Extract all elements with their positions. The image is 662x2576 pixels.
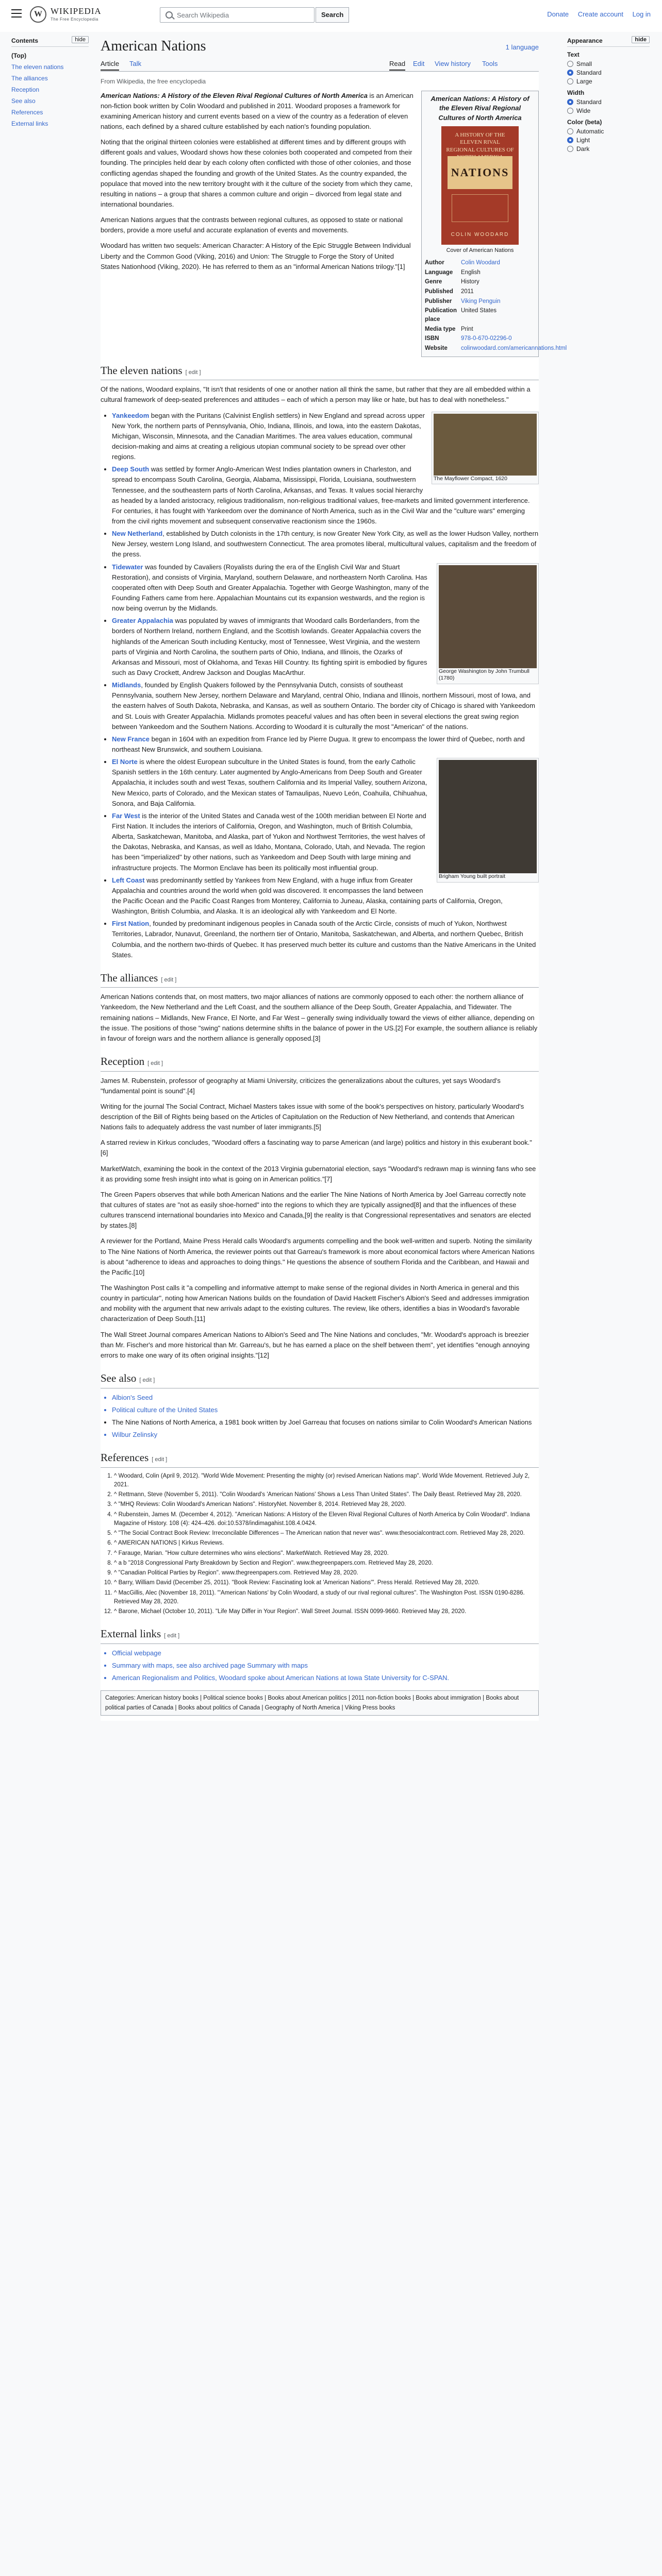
log-in-link[interactable]: Log in <box>632 10 651 18</box>
nation-name[interactable]: Greater Appalachia <box>112 617 173 625</box>
color-light[interactable] <box>567 137 650 144</box>
heading-text: The eleven nations <box>101 364 183 377</box>
nation-name[interactable]: New France <box>112 735 150 743</box>
nations-intro: Of the nations, Woodard explains, "It isn't that residents of one or another nation all think the same, but rather that they are all embedded within a cultural framework of deep-seated preferences and attitudes – each of which a person may like or hate, but has to deal with nonetheless." <box>101 385 531 404</box>
infobox-key: Publication place <box>425 308 457 323</box>
infobox-row <box>425 334 535 344</box>
article-body <box>101 72 567 1721</box>
infobox-key: Publisher <box>425 298 452 304</box>
categories-box[interactable]: Categories: American history books | Political science books | Books about American politics | 2011 non-fiction books | Books about immigration | Books about political parties of Canada | Books about politics of Canada | Geography of North America | Viking Press books <box>101 1690 539 1716</box>
nation-text: began with the Puritans (Calvinist English settlers) in New England and spread across upper New York, the northern parts of Pennsylvania, Ohio, Indiana, Illinois, and Iowa, into the eastern Dakotas, Michigan, Wisconsin, Minnesota, and the Canadian Maritimes. The area values education, communal decision-making and aims at creating a religious utopian communal society to be spread over other regions. <box>112 411 425 461</box>
appearance-header <box>567 37 650 47</box>
edit-section-link[interactable]: [ edit ] <box>152 1456 168 1463</box>
reference-item: 6. ^ AMERICAN NATIONS | Kirkus Reviews. <box>114 1539 539 1548</box>
nation-text: is where the oldest European subculture in the United States is found, from the early Catholic Spanish settlers in the 16th century. Later augmented by Anglo-Americans from Deep South and Greater Appalachia, it includes south and west Texas, southern California and its Imperial Valley, southern Arizona, New Mexico, parts of Colorado, and the Mexican states of Tamaulipas, Nuevo León, Coahuila, Chihuahua, Sonora, and Baja California. <box>112 758 427 807</box>
list-item <box>112 529 539 560</box>
nations-list <box>101 411 539 960</box>
alliances-paragraph: American Nations contends that, on most matters, two major alliances of nations are commonly opposed to each other: the northern alliance of Yankeedom, the New Netherland and the Left Coast, and the southern alliance of the Deep South, Greater Appalachia, and Tidewater. The remaining nations – Midlands, New France, El Norte, and Far West – generally swing individually toward the views of either alliance, depending on the issue. The positions of those "swing" nations determine shifts in the balance of power in the US.[2] For example, the southern alliance is reliably in favour of foreign wars and the northern alliance is generally opposed.[3] <box>101 993 538 1042</box>
width-standard[interactable] <box>567 98 650 106</box>
radio-label: Standard <box>576 69 602 76</box>
infobox-value[interactable]: Colin Woodard <box>461 260 500 266</box>
toc-item-alliances[interactable]: The alliances <box>11 75 48 82</box>
cover-map-art <box>452 194 508 222</box>
reference-item: 1. ^ Woodard, Colin (April 9, 2012). "World Wide Movement: Presenting the mighty (or) revised American Nations map". World Wide Movement. Retrieved July 2, 2021. <box>114 1472 539 1490</box>
radio-label: Wide <box>576 107 591 114</box>
mayflower-image[interactable] <box>434 414 537 476</box>
page-title: American Nations <box>101 38 206 54</box>
table-of-contents <box>11 37 89 129</box>
toc-item-external-links[interactable]: External links <box>11 120 48 127</box>
infobox-row <box>425 297 535 307</box>
appearance-hide-button[interactable]: hide <box>632 36 650 43</box>
section-heading-eleven-nations <box>101 362 539 381</box>
radio-label: Dark <box>576 145 590 152</box>
radio-label: Automatic <box>576 128 604 135</box>
nation-name[interactable]: El Norte <box>112 758 138 766</box>
nation-text: is the interior of the United States and Canada west of the 100th meridian between El Norte and First Nation. It includes the interiors of California, Oregon, and Washington, much of British Columbia, Alberta, Saskatchewan, Manitoba, and Alaska, part of Yukon and Northwest Territories, the west halves of the Dakotas, Nebraska, and Kansas, as well as Idaho, Montana, Colorado, Utah, and Nevada. The region has been "imperialized" by other nations, such as Yankeedom and Deep South with large mining and infrastructure projects. The Mormon Enclave has been its politically most influential group. <box>112 811 426 872</box>
nation-text: was founded by Cavaliers (Royalists during the era of the English Civil War and Stuart Restoration), and consists of Virginia, Maryland, southern Delaware, and northeastern North Carolina. Has cooperated often with Deep South and Greater Appalachia. Together with George Washington, many of the Founding Fathers came from here. Appalachian Mountains cut its expansion westwards, and the region is now being overrun by the Midlands. <box>112 563 429 613</box>
color-automatic[interactable] <box>567 128 650 135</box>
toc-item-reception[interactable]: Reception <box>11 86 40 93</box>
page-tabs <box>101 57 539 72</box>
search-button[interactable]: Search <box>316 7 349 23</box>
nation-text: , established by Dutch colonists in the 17th century, is now Greater New York City, as well as the lower Hudson Valley, northern New Jersey, western Long Island, and southwestern Connecticut. The area promotes liberal, multicultural values, capitalism and the freedom of the press. <box>112 530 539 558</box>
search-icon <box>166 11 173 19</box>
thumbnail-caption: The Mayflower Compact, 1620 <box>434 475 507 482</box>
main-content <box>101 32 567 1721</box>
tab-read[interactable]: Read <box>389 60 405 71</box>
reception-paragraph: Writing for the journal The Social Contract, Michael Masters takes issue with some of the book's perspectives on history, particularly Woodard's description of the Bill of Rights being based on the Articles of Capitulation on the Reduction of New Netherland, and contends that American Nations fails to adequately address the vast number of later immigrants.[5] <box>101 1102 524 1131</box>
list-item[interactable]: • Summary with maps, see also archived page Summary with maps <box>112 1660 539 1671</box>
external-links-list <box>101 1648 539 1683</box>
width-label: Width <box>567 89 585 96</box>
reference-item: 9. ^ "Canadian Political Parties by Region". www.thegreenpapers.com. Retrieved May 28, 2020. <box>114 1569 539 1578</box>
tab-view-history[interactable]: View history <box>435 60 471 67</box>
heading-text: External links <box>101 1628 161 1640</box>
intro-paragraph: Woodard has written two sequels: American Character: A History of the Epic Struggle Between Individual Liberty and the Common Good (Viking, 2016) and Union: The Struggle to Forge the Story of United States Nationhood (Viking, 2020). He has referred to them as an "informal American Nations trilogy."[1] <box>101 242 411 270</box>
section-heading-references <box>101 1449 539 1468</box>
toc-heading: Contents <box>11 37 38 44</box>
reception-paragraph: The Washington Post calls it "a compelling and informative attempt to make sense of the regional divides in North America in general and this country in particular", noting how American Nations builds on the foundation of David Hackett Fischer's Albion's Seed and addresses immigration and mobility with the argument that new arrivals adapt to the existing cultures. The review, like others, identifies a bias in Woodard's favorable characterization of Deep South.[11] <box>101 1283 529 1323</box>
infobox-row <box>425 325 535 334</box>
heading-text: Reception <box>101 1055 145 1068</box>
wikipedia-tagline: The Free Encyclopedia <box>51 17 98 22</box>
infobox-row <box>425 268 535 278</box>
reference-item: 2. ^ Rettmann, Steve (November 5, 2011). "Colin Woodard's 'American Nations' Shows a Less Than United States". The Daily Beast. Retrieved May 28, 2020. <box>114 1490 539 1499</box>
tab-tools[interactable]: Tools <box>482 60 498 67</box>
tab-edit[interactable]: Edit <box>413 60 425 67</box>
reference-item: 4. ^ Rubenstein, James M. (December 4, 2012). "American Nations: A History of the Eleven Rival Regional Cultures of North America by Colin Woodard". Indiana Magazine of History. 108 (4): 424–426. doi:10.5378/indimagahist.108.4.0424. <box>114 1511 539 1529</box>
reception-paragraph: A starred review in Kirkus concludes, "Woodard offers a fascinating way to parse American (and large) politics and history in this exuberant book."[6] <box>101 1139 532 1157</box>
text-size-small[interactable] <box>567 60 650 67</box>
brigham-young-thumbnail[interactable] <box>437 758 539 883</box>
toc-hide-button[interactable]: hide <box>72 36 89 43</box>
nation-text: was populated by waves of immigrants that Woodard calls Borderlanders, from the borders of Northern Ireland, northern England, and the Scottish lowlands. Greater Appalachia covers the highlands of the American South including Kentucky, most of Tennessee, West Virginia, and the western parts of Virginia and North Carolina, the southern parts of Ohio, Indiana, and Illinois, the Ozarks of Arkansas and Missouri, most of Oklahoma, and Texas Hill Country. Its fighting spirit is embodied by figures such as Davy Crockett, Andrew Jackson and Douglas MacArthur. <box>112 617 427 676</box>
wikipedia-wordmark[interactable]: WIKIPEDIA <box>51 6 102 16</box>
list-item[interactable]: • American Regionalism and Politics, Woodard spoke about American Nations at Iowa State University for C-SPAN. <box>112 1673 539 1683</box>
heading-text: See also <box>101 1371 137 1384</box>
reference-item: 7. ^ Farauge, Marian. "How culture determines who wins elections". MarketWatch. Retrieved May 28, 2020. <box>114 1549 539 1558</box>
infobox-title: American Nations: A History of the Eleven Rival Regional Cultures of North America <box>431 94 529 122</box>
intro-text: is an American non-fiction book written by Colin Woodard and published in 2011. Woodard proposes a framework for examining American history and current events based on a view of the country as a federation of eleven nations, each defined by a shared culture established by each nation's founding population. <box>101 91 413 131</box>
infobox-key: Language <box>425 269 453 276</box>
appearance-panel <box>567 37 650 154</box>
heading-text: The alliances <box>101 971 158 984</box>
list-item[interactable]: • Wilbur Zelinsky <box>112 1430 539 1440</box>
search-input[interactable] <box>160 7 315 23</box>
nation-name[interactable]: Deep South <box>112 465 150 473</box>
reference-item: 3. ^ "MHQ Reviews: Colin Woodard's American Nations". HistoryNet. November 8, 2014. Retrieved May 28, 2020. <box>114 1500 539 1509</box>
toc-item-eleven-nations[interactable]: The eleven nations <box>11 63 64 71</box>
section-heading-see-also <box>101 1370 539 1388</box>
tab-talk[interactable]: Talk <box>129 60 142 67</box>
nation-name[interactable]: New Netherland <box>112 530 163 538</box>
infobox-key: Published <box>425 289 453 295</box>
edit-section-link[interactable]: [ edit ] <box>139 1377 155 1383</box>
toc-item-see-also[interactable]: See also <box>11 97 36 105</box>
infobox-value: Print <box>461 326 473 332</box>
edit-section-link[interactable]: [ edit ] <box>161 976 177 983</box>
list-item <box>112 680 539 732</box>
nation-text: began in 1604 with an expedition from France led by Pierre Dugua. It grew to encompass the lower third of Quebec, north and northeast New Brunswick, and southern Louisiana. <box>112 735 525 753</box>
edit-section-link[interactable]: [ edit ] <box>185 369 201 376</box>
list-item <box>112 734 539 755</box>
reference-item: 5. ^ "The Social Contract Book Review: Irreconcilable Differences – The American nation that never was". www.thesocialcontract.com. Retrieved May 28, 2020. <box>114 1529 539 1538</box>
section-heading-external-links <box>101 1625 539 1644</box>
infobox-row <box>425 277 535 287</box>
list-item <box>112 919 539 960</box>
infobox-row <box>425 306 535 324</box>
radio-label: Large <box>576 78 592 85</box>
intro-paragraph: American Nations argues that the contrasts between regional cultures, as opposed to state or national borders, provide a more useful and accurate explanation of events and movements. <box>101 216 403 234</box>
brigham-young-image[interactable] <box>439 760 537 873</box>
nation-text: was predominantly settled by Yankees from New England, with a huge influx from Greater Appalachia and countries around the world when gold was discovered. It encompasses the land between the Pacific Ocean and the Pacific Coast Ranges from Monterey, California to Juneau, Alaska, containing parts of California, Oregon, Washington, British Columbia, and Alaska. It is an ideological ally with Yankeedom and El Norte. <box>112 876 503 916</box>
infobox-value: 2011 <box>461 289 474 295</box>
nation-name[interactable]: Tidewater <box>112 563 143 571</box>
reference-item: 11. ^ MacGillis, Alec (November 18, 2011). "'American Nations' by Colin Woodard, a study of our rival regional cultures". The Washington Post. ISSN 0190-8286. Retrieved May 28, 2020. <box>114 1589 539 1607</box>
reference-item: 8. ^ a b "2018 Congressional Party Breakdown by Section and Region". www.thegreenpapers.com. Retrieved May 28, 2020. <box>114 1559 539 1568</box>
reception-paragraph: The Wall Street Journal compares American Nations to Albion's Seed and The Nine Nations and concludes, "Mr. Woodard's approach is breezier than Mr. Fischer's and more historical than Mr. Garreau's, but he has earned a place on the shelf between them", yet identifies "enough annoying errors to make one wary of its often original insights."[12] <box>101 1330 530 1359</box>
list-item[interactable]: • Official webpage <box>112 1648 539 1658</box>
intro-paragraph: Noting that the original thirteen colonies were established at different times and by different groups with different goals and values, Woodard shows how these colonies both cooperated and competed from their founding. The principles held dear by each colony often conflicted with those of other colonies, and those conflicting agendas shaped the founding and growth of the United States. As the country expanded, the populace that moved into the new territory brought with it the culture of the society from which they came, resulting in nations – a group that shares a common culture and origin – divorced from legal state and international boundaries. <box>101 138 412 208</box>
nation-name[interactable]: First Nation <box>112 920 150 928</box>
nation-text: , founded by predominant indigenous peoples in Canada south of the Arctic Circle, consists of much of Yukon, Northwest Territories, Labrador, Nunavut, Greenland, the northern tier of Ontario, Manitoba, Saskatchewan, and Alberta, and northern Quebec, British Columbia, and the northern two-thirds of Quebec. It has preserved much better its culture and customs than the Native Americans in the United States. <box>112 920 536 959</box>
toc-item-references[interactable]: References <box>11 109 43 116</box>
reception-paragraph: The Green Papers observes that while both American Nations and the earlier The Nine Nations of North America by Joel Garreau correctly note that cultures of states are "not as easily shoe-horned" into the regions to which they are typically assigned[8] and that the influences of these cultures transcend international boundaries into Mexico and Canada,[9] the reality is that Congressional representatives and senators are elected by states.[8] <box>101 1190 531 1230</box>
nation-name[interactable]: Far West <box>112 811 140 820</box>
create-account-link[interactable]: Create account <box>577 10 623 18</box>
user-links <box>540 10 651 18</box>
edit-section-link[interactable]: [ edit ] <box>147 1060 163 1067</box>
reception-paragraph: James M. Rubenstein, professor of geography at Miami University, criticizes the generalizations about the cultures, yet says Woodard's "fundamental point is sound".[4] <box>101 1076 501 1095</box>
infobox-value[interactable]: 978-0-670-02296-0 <box>461 335 512 342</box>
list-item[interactable]: • Albion's Seed <box>112 1393 539 1403</box>
infobox <box>421 91 567 357</box>
infobox-row <box>425 287 535 297</box>
tab-article[interactable]: Article <box>101 60 119 71</box>
infobox-value: History <box>461 279 479 285</box>
radio-label: Standard <box>576 98 602 106</box>
references-list <box>101 1472 539 1617</box>
infobox-key: Website <box>425 345 448 352</box>
radio-label: Small <box>576 60 592 67</box>
infobox-row <box>425 344 567 353</box>
thumbnail-caption: • Brigham Young built portrait <box>439 873 505 880</box>
nation-name[interactable]: Left Coast <box>112 876 145 884</box>
heading-text: References <box>101 1451 149 1464</box>
color-dark[interactable] <box>567 145 650 152</box>
language-button[interactable]: 1 language <box>505 43 539 51</box>
washington-thumbnail[interactable] <box>437 563 539 684</box>
reference-item: 10. ^ Barry, William David (December 25, 2011). "Book Review: Fascinating look at 'American Nations'". Press Herald. Retrieved May 28, 2020. <box>114 1579 539 1587</box>
cover-top-text: A HISTORY OF THE ELEVEN RIVAL REGIONAL CULTURES OF <box>446 132 514 153</box>
nation-name[interactable]: Yankeedom <box>112 411 150 419</box>
wikipedia-logo[interactable]: W <box>30 6 46 23</box>
mayflower-thumbnail[interactable] <box>432 412 539 485</box>
infobox-key: Genre <box>425 279 442 285</box>
edit-section-link[interactable]: [ edit ] <box>164 1633 180 1639</box>
color-label: Color (beta) <box>567 118 602 126</box>
section-heading-reception <box>101 1053 539 1072</box>
intro-book-title: American Nations: A History of the Eleven Rival Regional Cultures of North America <box>101 91 368 99</box>
list-item[interactable]: • Political culture of the United States <box>112 1405 539 1415</box>
infobox-value: English <box>461 269 481 276</box>
infobox-row <box>425 258 535 268</box>
toc-header <box>11 37 89 47</box>
cover-author-text: COLIN WOODARD <box>451 231 509 238</box>
tagline: From Wikipedia, the free encyclopedia <box>101 78 206 85</box>
toc-item-top[interactable]: (Top) <box>11 52 27 59</box>
nation-text: was settled by former Anglo-American West Indies plantation owners in Charleston, and spread to encompass South Carolina, Georgia, Alabama, Mississippi, Florida, Louisiana, southwestern Tennessee, and the southeastern parts of North Carolina, Arkansas, and Texas. It values social hierarchy as headed by a landed aristocracy, religious traditionalism, non-religious traditional values, free-markets and limited government interference. For centuries, it has fought with Yankeedom over the dominance of North America, such as in the Civil War and the "culture wars" emerging from the civil rights movement and subsequent conservative reactionism since the 1960s. <box>112 465 530 526</box>
reference-item: 12. ^ Barone, Michael (October 10, 2011). "Life May Differ in Your Region". Wall Street Journal. ISSN 0099-9660. Retrieved May 28, 2020. <box>114 1607 539 1616</box>
infobox-key: Author <box>425 260 444 266</box>
infobox-value[interactable]: colinwoodard.com/americannations.html <box>461 345 567 352</box>
washington-image[interactable] <box>439 565 537 668</box>
appearance-heading: Appearance <box>567 37 603 44</box>
nation-name[interactable]: Midlands <box>112 681 141 689</box>
infobox-value[interactable]: Viking Penguin <box>461 298 501 304</box>
book-cover-image[interactable] <box>441 126 519 245</box>
infobox-value: United States <box>461 308 497 314</box>
text-size-label: Text <box>567 51 580 58</box>
text-size-large[interactable] <box>567 78 650 85</box>
infobox-key: ISBN <box>425 335 439 342</box>
infobox-key: Media type <box>425 326 456 332</box>
width-wide[interactable] <box>567 107 650 114</box>
thumbnail-caption: • George Washington by John Trumbull (1780) <box>439 668 529 682</box>
search-placeholder: Search Wikipedia <box>177 11 229 19</box>
site-header <box>0 0 662 32</box>
radio-label: Light <box>576 137 590 144</box>
cover-title-band: NATIONS <box>448 156 512 189</box>
donate-link[interactable]: Donate <box>547 10 569 18</box>
main-menu-icon[interactable] <box>11 9 22 18</box>
infobox-caption: Cover of American Nations <box>446 247 514 254</box>
nation-text: , founded by English Quakers followed by the Pennsylvania Dutch, consists of southeast Pennsylvania, southern New Jersey, northern Delaware and Maryland, central Ohio, Indiana and Illinois, northern Missouri, most of Iowa, and the eastern halves of South Dakota, Nebraska, and Kansas, as well as southern Ontario. The border city of Chicago is shared with Yankeedom and St. Louis with Greater Appalachia. Midlands promotes peaceful values and has often been in several elections the great swing region between Yankeedom and the Southern Nations. According to Woodard it is culturally the most "American" of the nations. <box>112 681 535 731</box>
list-item[interactable]: • The Nine Nations of North America, a 1981 book written by Joel Garreau that focuses on nations similar to Colin Woodard's American Nations <box>112 1417 539 1428</box>
text-size-standard[interactable] <box>567 69 650 76</box>
see-also-list <box>101 1393 539 1440</box>
section-heading-alliances <box>101 970 539 988</box>
reception-paragraph: A reviewer for the Portland, Maine Press Herald calls Woodard's arguments compelling and the book well-written and superb. Noting the similarity to The Nine Nations of North America, the reviewer points out that Garreau's framework is more about economical factors where American Nations is about "adherence to ideas and approaches to doing things." He questions the absence of southern Florida and the Caribbean, and Hawaii and the Pacific.[10] <box>101 1237 535 1276</box>
reception-paragraph: MarketWatch, examining the book in the context of the 2013 Virginia gubernatorial election, says "Woodard's redrawn map is winning fans who see it as providing some fresh insight into what is going on in American politics."[7] <box>101 1164 536 1183</box>
